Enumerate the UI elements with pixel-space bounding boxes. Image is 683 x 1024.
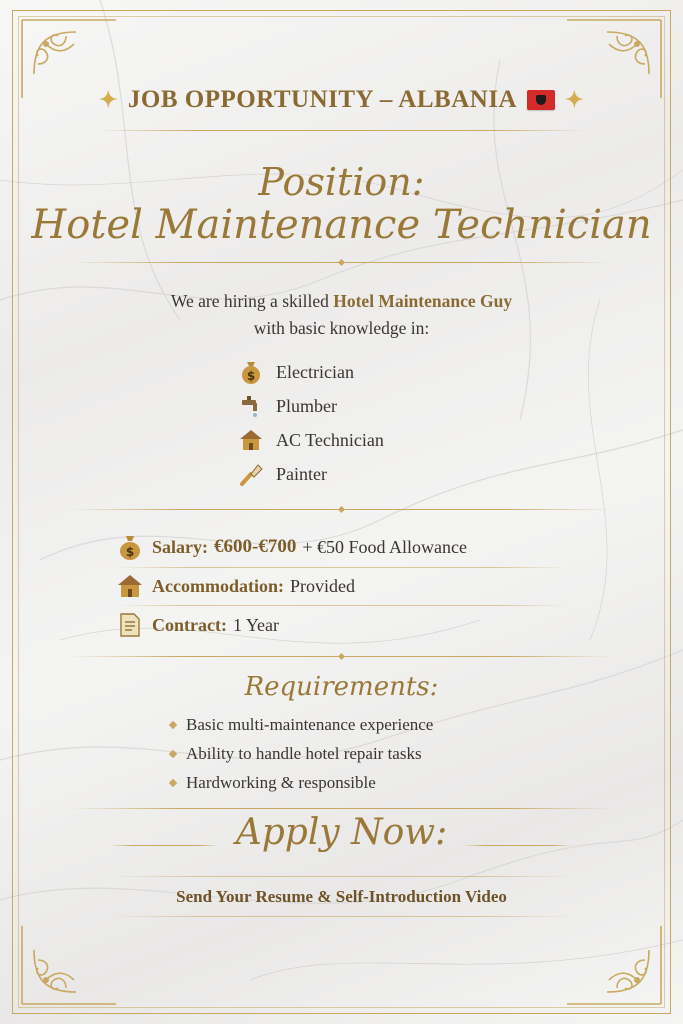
header [0,86,683,114]
salary-row [116,533,467,561]
corner-ornament-icon [16,920,126,1010]
list-item: AC Technician [238,423,384,457]
intro-text [0,288,683,342]
intro-highlight: Hotel Maintenance Guy [333,291,513,311]
intro-prefix: We are hiring a skilled [170,291,334,311]
send-bottom-line [110,916,573,917]
list-item: $ Electrician [238,355,384,389]
position-title: Hotel Maintenance Technician [31,202,652,248]
bullet-icon [169,749,177,757]
list-item: Plumber [238,389,384,423]
salary-value: €600-€700 [214,536,297,557]
header-title: JOB OPPORTUNITY – ALBANIA [127,86,518,113]
intro-line2: with basic knowledge in: [253,318,430,338]
contract-label: Contract: [152,614,227,635]
albania-flag-icon [527,90,555,110]
salary-extra: + €50 Food Allowance [302,536,467,557]
apply-instruction: Send Your Resume & Self-Introduction Video [176,887,507,906]
document-icon [116,611,144,639]
requirements-divider [70,808,613,809]
sparkle-icon: ✦ [565,87,585,112]
skills-list [238,355,384,491]
position-label: Position: [258,160,425,204]
list-item: Ability to handle hotel repair tasks [170,739,433,768]
bullet-icon [169,720,177,728]
svg-text:$: $ [246,369,256,383]
requirements-list [170,710,433,797]
money-bag-icon [116,533,144,561]
house-icon [116,572,144,600]
apply-title: Apply Now: [235,812,448,853]
list-item: Hardworking & responsible [170,768,433,797]
accommodation-row [116,572,355,600]
contract-value: 1 Year [232,614,279,635]
corner-ornament-icon [557,920,667,1010]
salary-label: Salary: [152,536,208,557]
list-item: Painter [238,457,384,491]
paintbrush-icon [238,461,264,487]
requirements-title: Requirements: [244,672,439,702]
bullet-icon [169,778,177,786]
accommodation-label: Accommodation: [152,575,284,596]
svg-text:$: $ [125,545,135,559]
accommodation-value: Provided [289,575,355,596]
list-item: Basic multi-maintenance experience [170,710,433,739]
header-divider [96,130,587,131]
house-icon [238,427,264,453]
contract-row [116,611,279,639]
row-divider [116,605,566,606]
row-divider [116,567,566,568]
money-bag-icon [238,359,264,385]
apply-line-right [463,845,573,846]
sparkle-icon: ✦ [98,87,118,112]
faucet-icon [238,393,264,419]
send-top-line [110,876,573,877]
